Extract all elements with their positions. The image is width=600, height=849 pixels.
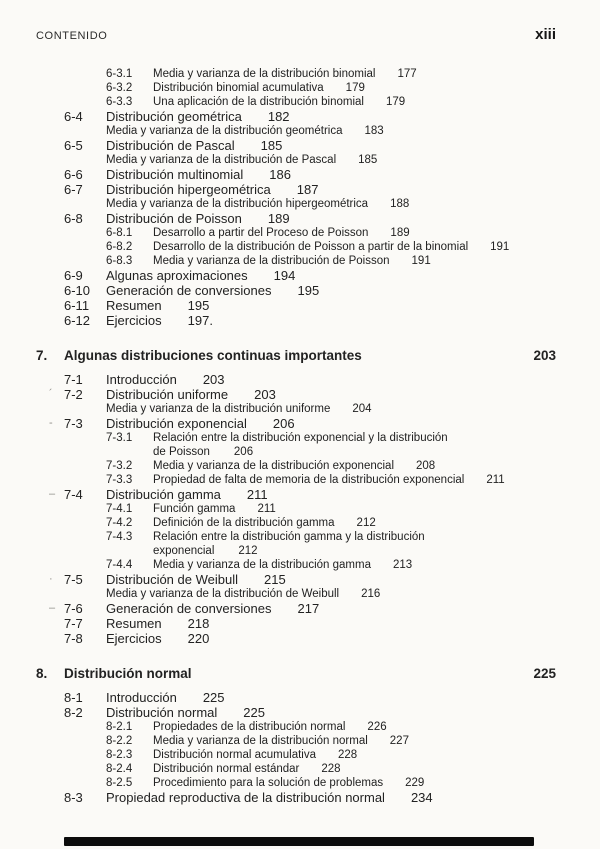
page-header	[36, 26, 556, 43]
toc-entry-title: Algunas distribuciones continuas importantes	[64, 348, 362, 363]
toc-row	[106, 431, 556, 445]
toc-entry-title: Media y varianza de la distribución de Weibull	[106, 588, 340, 600]
scan-artifact-bar	[64, 837, 534, 846]
toc-entry-number: 7-4.4	[106, 559, 133, 571]
toc-entry-number: 8-2.5	[106, 777, 133, 789]
toc-entry-page: 197.	[187, 313, 213, 328]
toc-row	[106, 226, 556, 240]
toc-row	[106, 748, 556, 762]
toc-entry-title: Media y varianza de la distribución normal	[153, 735, 368, 747]
toc-entry-number: 8-2.3	[106, 749, 133, 761]
toc-row	[64, 790, 556, 805]
toc-entry-title: Definición de la distribución gamma	[153, 517, 335, 529]
toc-entry-title: Algunas aproximaciones	[106, 268, 248, 283]
toc-entry-page: 208	[416, 460, 436, 472]
toc-entry-page: 177	[397, 68, 417, 80]
toc-entry-title: Distribución normal estándar	[153, 763, 300, 775]
toc-entry-title: Distribución normal acumulativa	[153, 749, 316, 761]
toc-entry-title: Media y varianza de la distribución gamma	[153, 559, 371, 571]
toc-row	[64, 268, 556, 283]
toc-row	[106, 254, 556, 268]
toc-entry-number: 6-10	[64, 283, 91, 298]
toc-entry-number: 6-12	[64, 313, 91, 328]
running-head: CONTENIDO	[36, 30, 108, 42]
toc-row	[106, 95, 556, 109]
toc-entry-title: Distribución de Pascal	[106, 138, 235, 153]
toc-entry-title: Media y varianza de la distribución exponencial	[153, 460, 395, 472]
toc-entry-page: 225	[243, 705, 265, 720]
toc-entry-page: 220	[187, 631, 210, 646]
toc-entry-title: Resumen	[106, 616, 162, 631]
toc-entry-title: Generación de conversiones	[106, 283, 272, 298]
toc-entry-page: 211	[257, 503, 276, 515]
toc-entry-page: 213	[392, 559, 413, 571]
toc-entry-title: Desarrollo a partir del Proceso de Poisson	[153, 227, 369, 239]
toc-row	[106, 81, 556, 95]
toc-entry-number: 7-8	[64, 631, 83, 646]
toc-entry-title: Relación entre la distribución gamma y la distribución	[153, 531, 425, 543]
toc-row	[64, 298, 556, 313]
toc-entry-title: Una aplicación de la distribución binomial	[153, 96, 364, 108]
toc-entry-number: 6-7	[64, 182, 83, 197]
toc-entry-number: 8-2	[64, 705, 83, 720]
toc-entry-title: Distribución gamma	[106, 487, 221, 502]
toc-entry-page: 204	[352, 403, 372, 415]
toc-entry-page: 234	[410, 790, 433, 805]
toc-entry-number: 6-4	[64, 109, 83, 124]
toc-entry-page: 225	[533, 666, 556, 681]
toc-row	[49, 387, 556, 402]
toc-entry-number: 7-1	[64, 372, 83, 387]
toc-entry-page: 217	[297, 601, 320, 616]
toc-entry-page: 185	[358, 154, 378, 166]
toc-entry-number: 6-6	[64, 167, 83, 182]
toc-entry-title: Distribución normal	[106, 705, 218, 720]
toc-entry-page: 187	[296, 182, 319, 197]
toc-entry-title: Procedimiento para la solución de problemas	[153, 777, 384, 789]
toc-entry-title: Media y varianza de la distribución binomial	[153, 68, 376, 80]
toc-entry-number: 7-6	[64, 601, 83, 616]
toc-entry-page: 216	[361, 588, 381, 600]
toc-row	[106, 67, 556, 81]
toc-entry-number: 7-3.3	[106, 474, 133, 486]
toc-entry-number: 7-3.1	[106, 432, 133, 444]
toc-row	[106, 776, 556, 790]
toc-entry-page: 206	[233, 446, 254, 458]
toc-row	[106, 720, 556, 734]
toc-entry-number: 6-3.2	[106, 82, 133, 94]
toc-entry-title: Función gamma	[153, 503, 236, 515]
toc-entry-page: 215	[264, 572, 286, 587]
toc-entry-page: 195	[187, 298, 210, 313]
toc-row	[106, 530, 556, 544]
toc-entry-page: 203	[533, 348, 556, 363]
toc-entry-number: 7-3.2	[106, 460, 133, 472]
toc-entry-number: 7-7	[64, 616, 83, 631]
toc-row	[64, 109, 556, 124]
toc-entry-number: 7-4	[64, 487, 83, 502]
toc-row	[64, 167, 556, 182]
toc-entry-number: 6-9	[64, 268, 83, 283]
toc-entry-page: 189	[390, 227, 410, 239]
toc-entry-number: 6-11	[64, 298, 90, 313]
toc-entry-title: Propiedades de la distribución normal	[153, 721, 346, 733]
toc-entry-title: Distribución exponencial	[106, 416, 247, 431]
toc-entry-title: Ejercicios	[106, 313, 162, 328]
margin-pencil-mark: -	[49, 417, 53, 429]
toc-entry-title: Distribución geométrica	[106, 109, 242, 124]
toc-entry-title: Media y varianza de la distribución de Poisson	[153, 255, 390, 267]
toc-entry-title: exponencial	[153, 545, 215, 557]
toc-entry-page: 179	[385, 96, 406, 108]
toc-row	[153, 544, 556, 558]
toc-row	[49, 572, 556, 587]
toc-entry-title: Propiedad reproductiva de la distribución normal	[106, 790, 385, 805]
toc-entry-title: Resumen	[106, 298, 162, 313]
toc-entry-page: 218	[187, 616, 210, 631]
toc-entry-title: Distribución binomial acumulativa	[153, 82, 324, 94]
toc-entry-page: 212	[356, 517, 376, 529]
toc-row	[49, 487, 556, 502]
toc-entry-number: 6-8.3	[106, 255, 133, 267]
folio-page-number: xiii	[535, 26, 556, 43]
toc-entry-title: Distribución de Poisson	[106, 211, 242, 226]
toc-entry-page: 183	[364, 125, 384, 137]
toc-row	[106, 734, 556, 748]
toc-entry-number: 8-1	[64, 690, 83, 705]
toc-entry-number: 7-5	[64, 572, 83, 587]
toc-entry-title: Relación entre la distribución exponencial y la distribución	[153, 432, 448, 444]
toc-entry-number: 6-8	[64, 211, 83, 226]
toc-entry-page: 179	[345, 82, 365, 94]
toc-row	[153, 445, 556, 459]
toc-entry-title: Media y varianza de la distribución geométrica	[106, 125, 343, 137]
toc-row	[64, 705, 556, 720]
toc-row	[64, 372, 556, 387]
toc-entry-number: 7-4.1	[106, 503, 133, 515]
toc-row	[106, 124, 556, 138]
toc-entry-page: 228	[321, 763, 341, 775]
toc-entry-page: 227	[389, 735, 409, 747]
toc-entry-title: Media y varianza de la distribución hipergeométrica	[106, 198, 369, 210]
toc-entry-title: Distribución uniforme	[106, 387, 229, 402]
toc-entry-page: 191	[411, 255, 431, 267]
toc-list	[36, 67, 556, 805]
toc-entry-number: 7.	[36, 348, 48, 363]
toc-entry-page: 211	[486, 474, 505, 486]
toc-entry-title: Generación de conversiones	[106, 601, 272, 616]
toc-entry-page: 228	[337, 749, 358, 761]
toc-entry-page: 229	[405, 777, 425, 789]
toc-entry-page: 195	[297, 283, 320, 298]
toc-entry-number: 8.	[36, 666, 48, 681]
toc-row	[106, 197, 556, 211]
toc-entry-page: 203	[254, 387, 276, 402]
toc-entry-page: 194	[273, 268, 296, 283]
toc-entry-title: Desarrollo de la distribución de Poisson a partir de la binomial	[153, 241, 469, 253]
toc-entry-number: 7-4.2	[106, 517, 133, 529]
toc-entry-number: 7-2	[64, 387, 83, 402]
toc-entry-number: 6-3.1	[106, 68, 133, 80]
toc-entry-number: 8-2.2	[106, 735, 133, 747]
toc-entry-number: 6-3.3	[106, 96, 133, 108]
toc-entry-page: 185	[260, 138, 283, 153]
toc-entry-title: Introducción	[106, 372, 177, 387]
toc-row	[64, 211, 556, 226]
toc-row	[64, 283, 556, 298]
toc-entry-number: 8-3	[64, 790, 83, 805]
toc-entry-page: 226	[367, 721, 387, 733]
toc-row	[64, 138, 556, 153]
toc-entry-page: 186	[269, 167, 291, 182]
toc-row	[106, 240, 556, 254]
toc-entry-title: Introducción	[106, 690, 177, 705]
toc-entry-number: 8-2.4	[106, 763, 133, 775]
toc-entry-title: Distribución multinomial	[106, 167, 244, 182]
toc-row	[49, 416, 556, 431]
toc-row	[64, 313, 556, 328]
toc-row	[106, 502, 556, 516]
toc-entry-page: 182	[267, 109, 290, 124]
toc-row	[64, 616, 556, 631]
toc-entry-page: 189	[267, 211, 290, 226]
toc-row	[106, 153, 556, 167]
toc-entry-page: 206	[272, 416, 295, 431]
toc-entry-number: 6-5	[64, 138, 83, 153]
margin-pencil-mark: –	[49, 602, 56, 614]
toc-entry-title: Distribución normal	[64, 666, 192, 681]
toc-entry-number: 8-2.1	[106, 721, 133, 733]
toc-row	[106, 516, 556, 530]
toc-entry-page: 212	[238, 545, 258, 557]
toc-row	[106, 762, 556, 776]
toc-row	[36, 348, 556, 364]
toc-entry-page: 191	[490, 241, 510, 253]
toc-entry-number: 7-3	[64, 416, 83, 431]
toc-row	[64, 690, 556, 705]
margin-pencil-mark: ´	[49, 388, 53, 400]
toc-row	[64, 631, 556, 646]
toc-row	[106, 587, 556, 601]
toc-entry-number: 6-8.1	[106, 227, 133, 239]
toc-row	[106, 402, 556, 416]
toc-entry-title: Media y varianza de la distribución uniforme	[106, 403, 331, 415]
toc-entry-page: 188	[390, 198, 410, 210]
toc-row	[64, 182, 556, 197]
toc-entry-title: Distribución de Weibull	[106, 572, 238, 587]
toc-entry-page: 225	[202, 690, 225, 705]
margin-pencil-mark: –	[49, 488, 56, 500]
toc-row	[106, 473, 556, 487]
toc-entry-title: Ejercicios	[106, 631, 162, 646]
toc-entry-title: de Poisson	[153, 446, 210, 458]
toc-row	[36, 666, 556, 682]
margin-pencil-mark: ·	[49, 573, 53, 585]
toc-entry-title: Propiedad de falta de memoria de la distribución exponencial	[153, 474, 465, 486]
toc-entry-title: Distribución hipergeométrica	[106, 182, 271, 197]
toc-entry-page: 203	[202, 372, 225, 387]
toc-entry-page: 211	[246, 487, 268, 502]
toc-row	[49, 601, 556, 616]
toc-entry-title: Media y varianza de la distribución de Pascal	[106, 154, 337, 166]
toc-entry-number: 7-4.3	[106, 531, 133, 543]
toc-row	[106, 459, 556, 473]
toc-entry-number: 6-8.2	[106, 241, 133, 253]
toc-row	[106, 558, 556, 572]
